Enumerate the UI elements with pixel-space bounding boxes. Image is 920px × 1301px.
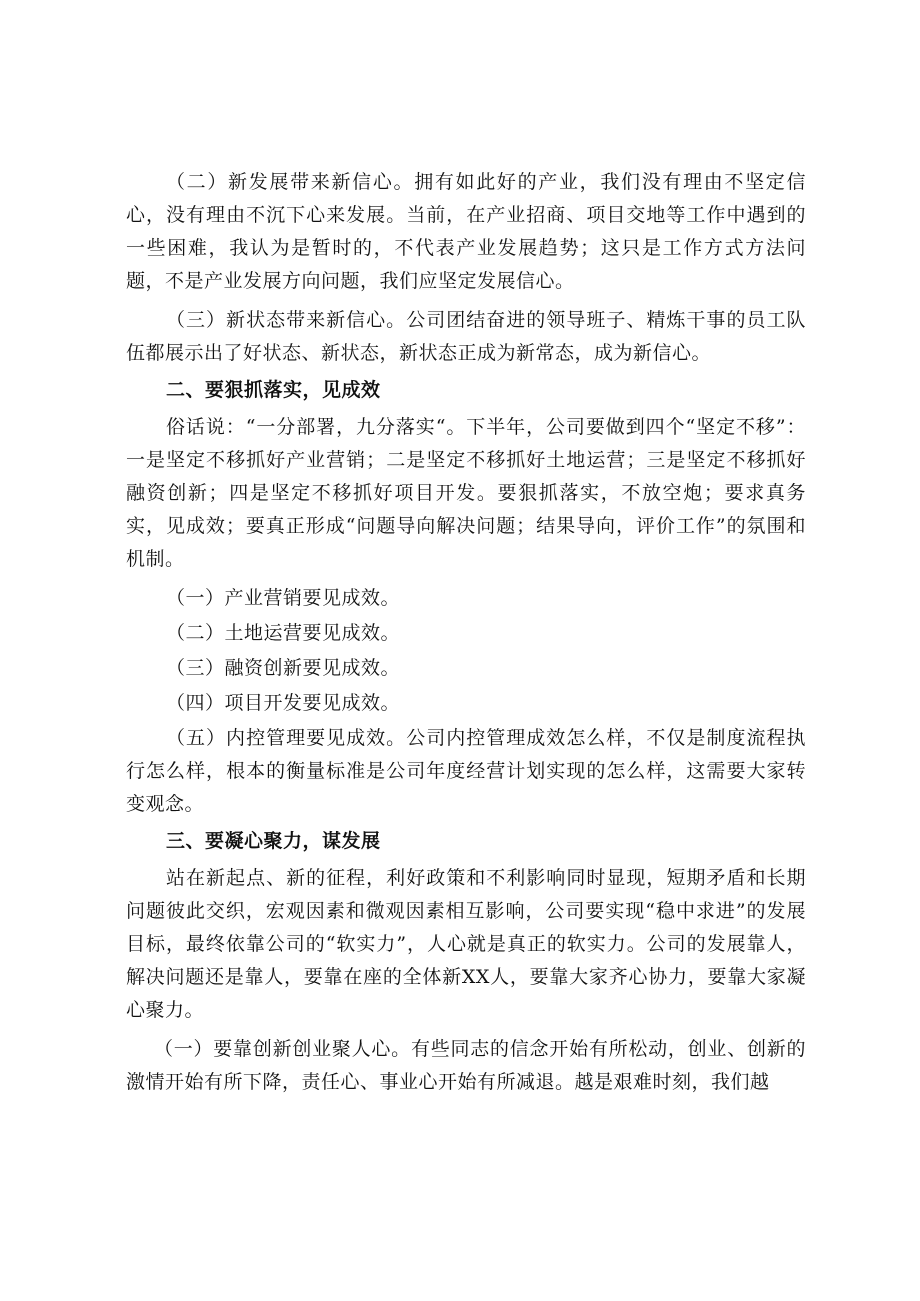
section-heading-implementation: 二、要狠抓落实，见成效 — [166, 379, 381, 401]
section-heading-cohesion: 三、要凝心聚力，谋发展 — [166, 830, 381, 852]
paragraph-new-development-confidence: （二）新发展带来新信心。拥有如此好的产业，我们没有理由不坚定信心，没有理由不沉下心来发展。当前，在产业招商、项目交地等工作中遇到的一些困难，我认为是暂时的，不代表产业发展趋势；这只是工作方式方法问题，不是产业发展方向问题，我们应坚定发展信心。 — [126, 171, 806, 292]
list-item-industry-marketing: （一）产业营销要见成效。 — [166, 587, 401, 609]
paragraph-internal-control: （五）内控管理要见成效。公司内控管理成效怎么样，不仅是制度流程执行怎么样，根本的衡量标准是公司年度经营计划实现的怎么样，这需要大家转变观念。 — [126, 727, 806, 815]
paragraph-innovation-entrepreneurship: （一）要靠创新创业聚人心。有些同志的信念开始有所松动，创业、创新的激情开始有所下降，责任心、事业心开始有所减退。越是艰难时刻，我们越 — [126, 1038, 806, 1093]
document-body — [126, 166, 806, 1099]
list-item-land-operation: （二）土地运营要见成效。 — [166, 622, 401, 644]
paragraph-four-unwavering: 俗话说：“一分部署，九分落实“。下半年，公司要做到四个“坚定不移”：一是坚定不移抓好产业营销；二是坚定不移抓好土地运营；三是坚定不移抓好融资创新；四是坚定不移抓好项目开发。要狠抓落实，不放空炮；要求真务实，见成效；要真正形成“问题导向解决问题；结果导向，评价工作”的氛围和机制。 — [126, 416, 806, 570]
paragraph-new-state-confidence: （三）新状态带来新信心。公司团结奋进的领导班子、精炼干事的员工队伍都展示出了好状态、新状态，新状态正成为新常态，成为新信心。 — [126, 309, 806, 364]
list-item-project-development: （四）项目开发要见成效。 — [166, 692, 401, 714]
paragraph-new-starting-point: 站在新起点、新的征程，利好政策和不利影响同时显现，短期矛盾和长期问题彼此交织，宏观因素和微观因素相互影响，公司要实现“稳中求进”的发展目标，最终依靠公司的“软实力”，人心就是真正的软实力。公司的发展靠人，解决问题还是靠人，要靠在座的全体新XX人，要靠大家齐心协力，要靠大家凝心聚力。 — [126, 867, 806, 1021]
list-item-financing-innovation: （三）融资创新要见成效。 — [166, 657, 401, 679]
